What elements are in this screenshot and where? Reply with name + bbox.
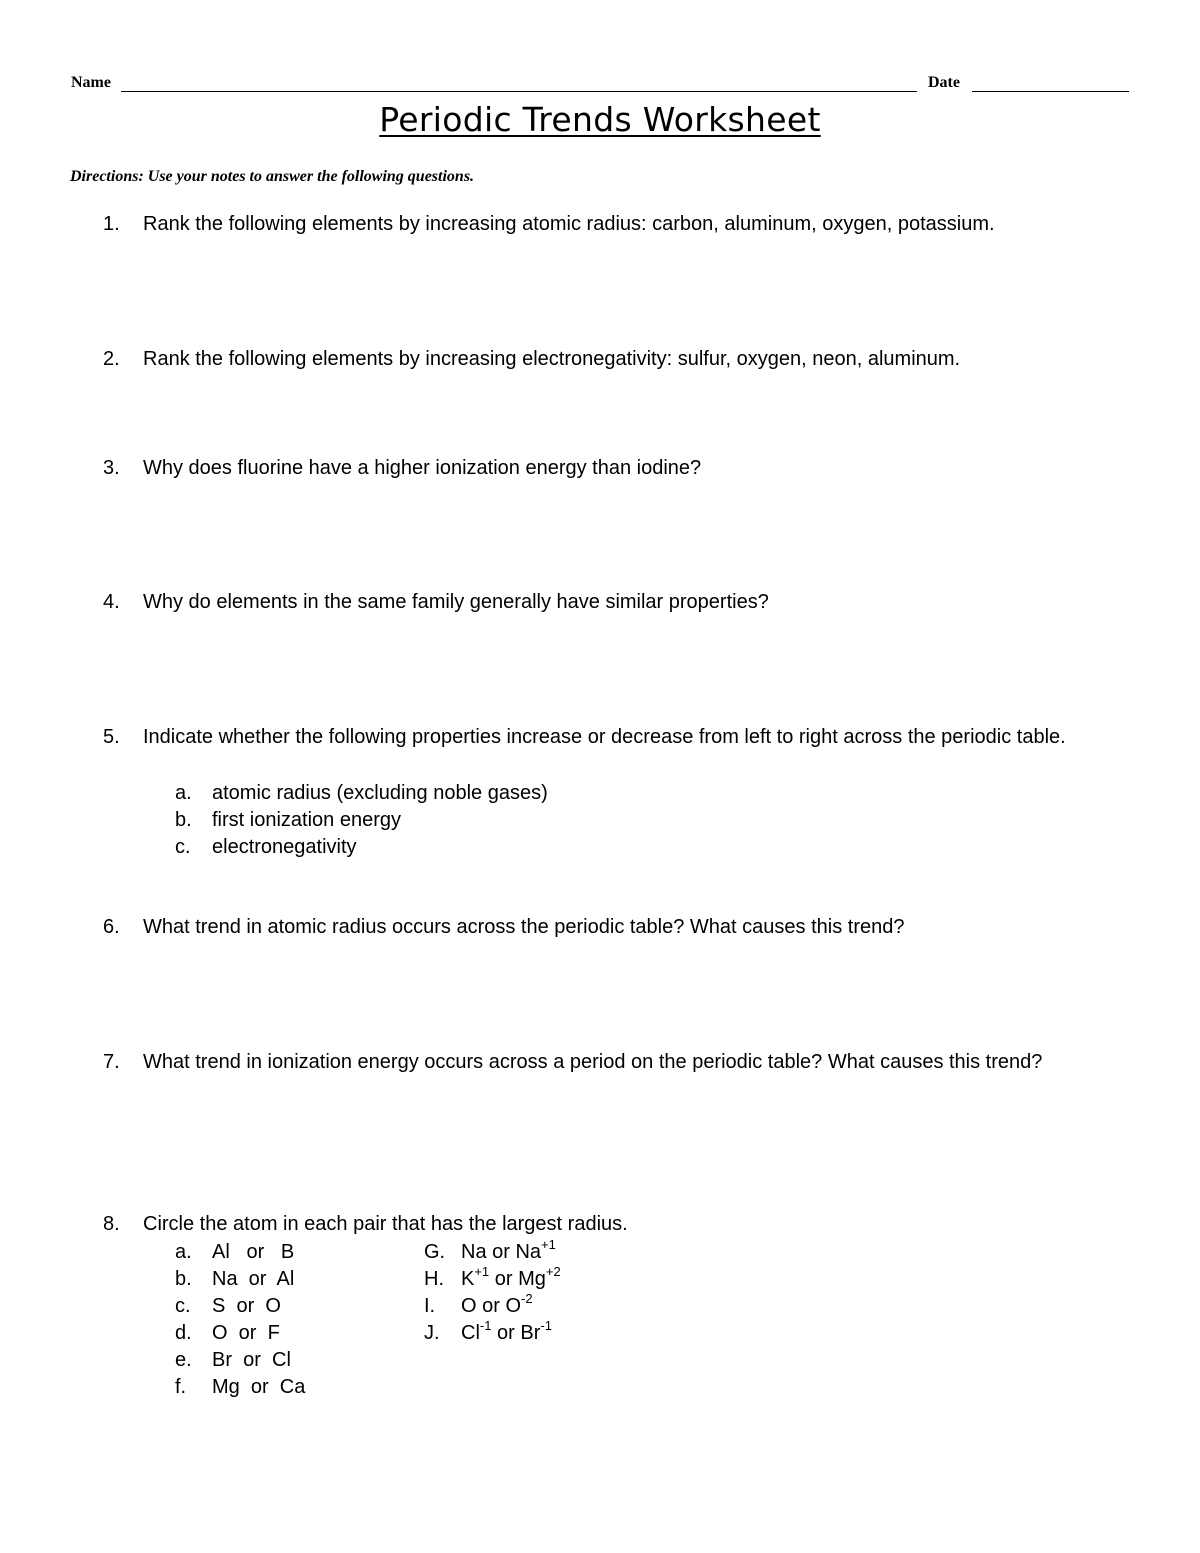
pair-part: or Br xyxy=(491,1322,541,1344)
charge-superscript: -1 xyxy=(479,1318,492,1334)
charge-superscript: -2 xyxy=(521,1291,533,1307)
pair-text[interactable]: S or O xyxy=(212,1295,281,1317)
pair-part: O or O xyxy=(461,1295,522,1317)
pair-letter: b. xyxy=(175,1268,192,1290)
pair-letter: e. xyxy=(175,1349,192,1371)
pair-text[interactable]: Al or B xyxy=(212,1241,295,1263)
pair-letter: d. xyxy=(175,1322,192,1344)
question-number: 2. xyxy=(103,348,120,370)
date-label: Date xyxy=(928,74,960,91)
subitem-text: electronegativity xyxy=(212,836,357,858)
question-number: 4. xyxy=(103,591,120,613)
pair-text[interactable]: O or F xyxy=(212,1322,280,1344)
pair-letter: I. xyxy=(424,1295,436,1317)
date-field[interactable] xyxy=(972,91,1129,92)
pair-letter: H. xyxy=(424,1268,444,1290)
pair-part: K xyxy=(461,1268,475,1290)
header-row xyxy=(71,72,1129,94)
question-text: What trend in ionization energy occurs across a period on the periodic table? What causes this trend? xyxy=(143,1051,1043,1073)
pair-letter: G. xyxy=(424,1241,446,1263)
question-text: Indicate whether the following properties increase or decrease from left to right across the periodic table. xyxy=(143,726,1066,748)
pair-text-h[interactable] xyxy=(461,1266,561,1293)
pair-letter: J. xyxy=(424,1322,440,1344)
pair-text-j[interactable] xyxy=(461,1320,552,1347)
question-number: 1. xyxy=(103,213,120,235)
pair-text[interactable]: Mg or Ca xyxy=(212,1376,306,1398)
pair-letter: a. xyxy=(175,1241,192,1263)
pair-text-i[interactable] xyxy=(461,1293,533,1320)
pair-letter: f. xyxy=(175,1376,187,1398)
pair-text[interactable]: Br or Cl xyxy=(212,1349,291,1371)
pair-letter: c. xyxy=(175,1295,191,1317)
question-text: What trend in atomic radius occurs across the periodic table? What causes this trend? xyxy=(143,916,905,938)
question-text: Circle the atom in each pair that has the largest radius. xyxy=(143,1213,628,1235)
name-field[interactable] xyxy=(121,91,917,92)
directions: Directions: Use your notes to answer the following questions. xyxy=(70,168,475,185)
pair-text[interactable]: Na or Al xyxy=(212,1268,295,1290)
question-number: 7. xyxy=(103,1051,120,1073)
question-number: 3. xyxy=(103,457,120,479)
question-text: Why do elements in the same family generally have similar properties? xyxy=(143,591,769,613)
pair-part: Na or Na xyxy=(461,1241,542,1263)
pair-text-g[interactable] xyxy=(461,1239,556,1266)
name-label: Name xyxy=(71,74,111,91)
question-number: 6. xyxy=(103,916,120,938)
subitem-letter: b. xyxy=(175,809,192,831)
pair-part: Cl xyxy=(461,1322,480,1344)
subitem-letter: a. xyxy=(175,782,192,804)
charge-superscript: -1 xyxy=(540,1318,552,1334)
question-number: 5. xyxy=(103,726,120,748)
charge-superscript: +1 xyxy=(541,1237,556,1253)
charge-superscript: +1 xyxy=(474,1264,490,1280)
question-text: Rank the following elements by increasing atomic radius: carbon, aluminum, oxygen, potassium. xyxy=(143,213,995,235)
subitem-text: atomic radius (excluding noble gases) xyxy=(212,782,548,804)
question-number: 8. xyxy=(103,1213,120,1235)
question-text: Why does fluorine have a higher ionization energy than iodine? xyxy=(143,457,702,479)
question-text: Rank the following elements by increasing electronegativity: sulfur, oxygen, neon, aluminum. xyxy=(143,348,961,370)
charge-superscript: +2 xyxy=(545,1264,561,1280)
subitem-text: first ionization energy xyxy=(212,809,401,831)
page-title: Periodic Trends Worksheet xyxy=(379,100,821,139)
pair-part: or Mg xyxy=(489,1268,546,1290)
subitem-letter: c. xyxy=(175,836,191,858)
